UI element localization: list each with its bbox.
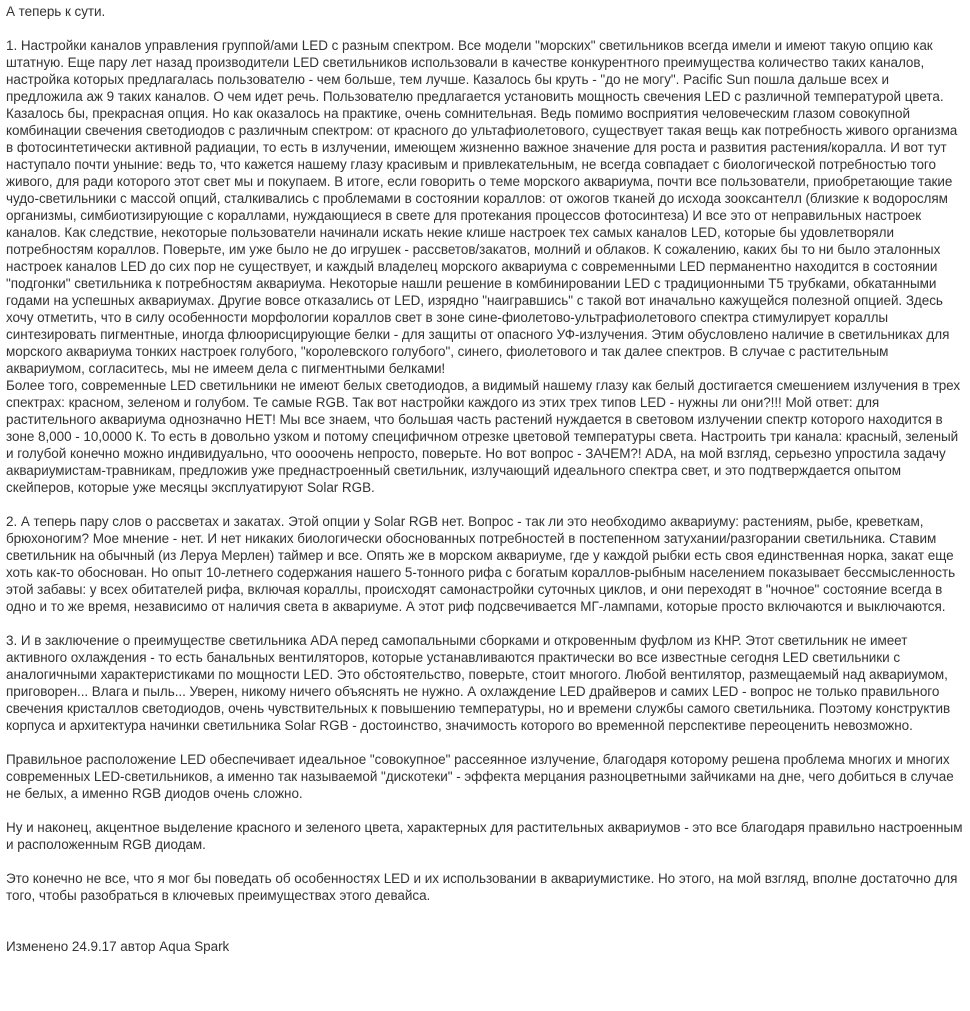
edited-note: Изменено 24.9.17 автор Aqua Spark [6, 939, 230, 954]
post-intro: А теперь к сути. [6, 4, 106, 19]
post-color-accent: Ну и наконец, акцентное выделение красного и зеленого цвета, характерных для растительных аквариумов - это все благодаря правильно настроенным и расположенным RGB диодам. [6, 820, 963, 852]
post-section-1-continued: Более того, современные LED светильники не имеют белых светодиодов, а видимый нашему глазу как белый достигается смешением излучения в трех спектрах: красном, зеленом и голубом. Те самые RGB. Так вот настройки каждого из этих трех типов LED - нужны ли они?!!! Мой ответ: для растительного аквариума однозначно НЕТ! Мы все знаем, что большая часть растений нуждается в световом излучении спектр которого находится в зоне 8,000 - 10,0000 К. То есть в довольно узком и потому специфичном отрезке цветовой температуры света. Настроить три канала: красный, зеленый и голубой конечно можно индивидуально, что оооочень непросто, поверьте. Но вот вопрос - ЗАЧЕМ?! ADA, на мой взгляд, серьезно упростила задачу аквариумистам-травникам, предложив уже преднастроенный светильник, излучающий идеального спектра свет, и это подтверждается опытом скейперов, которые уже месяцы эксплуатируют Solar RGB. [6, 378, 961, 495]
post-section-1: 1. Настройки каналов управления группой/ами LED с разным спектром. Все модели "морских" светильников всегда имели и имеют такую опцию как штатную. Еще пару лет назад производители LED светильников использовали в качестве конкурентного преимущества количество таких каналов, настройка которых предлагалась пользователю - чем больше, тем лучше. Казалось бы круть - "до не могу". Pacific Sun пошла дальше всех и предложила аж 9 таких каналов. О чем идет речь. Пользователю предлагается установить мощность свечения LED с различной температурой цвета. Казалось бы, прекрасная опция. Но как оказалось на практике, очень сомнительная. Ведь помимо восприятия человеческим глазом совокупной комбинации свечения светодиодов с различным спектром: от красного до ультафиолетового, существует такая вещь как потребность живого организма в фотосинтетически активной радиации, то есть в излучении, имеющем жизненно важное значение для роста и развития растения/коралла. И вот тут наступало почти уныние: ведь то, что кажется нашему глазу красивым и привлекательным, не всегда совпадает с биологической потребностью того живого, для ради которого этот свет мы и покупаем. В итоге, если говорить о теме морского аквариума, почти все пользователи, приобретающие такие чудо-светильники с массой опций, сталкивались с проблемами в состоянии кораллов: от ожогов тканей до исхода зооксантелл (близкие к водорослям организмы, симбиотизирующие с кораллами, нуждающиеся в свете для протекания процессов фотосинтеза) И все это от неправильных настроек каналов. Как следствие, некоторые пользователи начинали искать некие клише настроек тех самых каналов LED, которые бы удовлетворяли потребностям кораллов. Поверьте, им уже было не до игрушек - рассветов/закатов, молний и облаков. К сожалению, каких бы то ни было эталонных настроек каналов LED до сих пор не существует, и каждый владелец морского аквариума с современными LED перманентно находится в состоянии "подгонки" светильника к потребностям аквариума. Некоторые нашли решение в комбинировании LED с традиционными Т5 трубками, обкатанными годами на успешных аквариумах. Другие вовсе отказались от LED, изрядно "наигравшись" с такой вот иначально кажущейся полезной опцией. Здесь хочу отметить, что в силу особенности морфологии кораллов свет в зоне сине-фиолетово-ультрафиолетового спектра стимулирует кораллы синтезировать пигментные, иногда флюорисцирующие белки - для защиты от опасного УФ-излучения. Этим обусловлено наличие в светильниках для морского аквариума тонких настроек голубого, "королевского голубого", синего, фиолетового и так далее спектров. В случае с растительным аквариумом, согласитесь, мы не имеем дела с пигментными белками! [6, 38, 958, 376]
post-section-3: 3. И в заключение о преимуществе светильника ADA перед самопальными сборками и откровенным фуфлом из КНР. Этот светильник не имеет активного охлаждения - то есть банальных вентиляторов, которые устанавливаются практически во все известные сегодня LED светильники с аналогичными характеристиками по мощности LED. Это обстоятельство, поверьте, стоит многого. Любой вентилятор, размещаемый над аквариумом, приговорен... Влага и пыль... Уверен, никому ничего объяснять не нужно. А охлаждение LED драйверов и самих LED - вопрос не только правильного свечения кристаллов светодиодов, очень чувствительных к повышению температуры, но и времени службы самого светильника. Поэтому конструктив корпуса и архитектура начинки светильника Solar RGB - достоинство, значимость которого во временной перспективе переоценить невозможно. [6, 633, 951, 733]
post-led-placement: Правильное расположение LED обеспечивает идеальное "совокупное" рассеянное излучение, благодаря которому решена проблема многих и многих современных LED-светильников, а именно так называемой "дискотеки" - эффекта мерцания разноцветными зайчиками на дне, чего добиться в случае не белых, а именно RGB диодов очень сложно. [6, 752, 954, 801]
post-conclusion: Это конечно не все, что я мог бы поведать об особенностях LED и их использовании в аквариумистике. Но этого, на мой взгляд, вполне достаточно для того, чтобы разобраться в ключевых преимуществах этого девайса. [6, 871, 958, 903]
post-section-2: 2. А теперь пару слов о рассветах и закатах. Этой опции у Solar RGB нет. Вопрос - так ли это необходимо аквариуму: растениям, рыбе, креветкам, брюхоногим? Мое мнение - нет. И нет никаких биологически обоснованных потребностей в постепенном затухании/разгорании светильника. Ставим светильник на обычный (из Леруа Мерлен) таймер и все. Опять же в морском аквариуме, где у каждой рыбки есть своя единственная норка, закат еще хоть как-то обоснован. Но опыт 10-летнего содержания нашего 5-тонного рифа с богатым кораллов-рыбным населением показывает бессмысленность этой забавы: у всех обитателей рифа, включая кораллы, происходят самонастройки суточных циклов, и они переходят в "ночное" состояние всегда в одно и то же время, независимо от наличия света в аквариуме. А этот риф подсвечивается МГ-лампами, которые просто включаются и выключаются. [6, 514, 956, 614]
post-spacer [6, 904, 964, 938]
